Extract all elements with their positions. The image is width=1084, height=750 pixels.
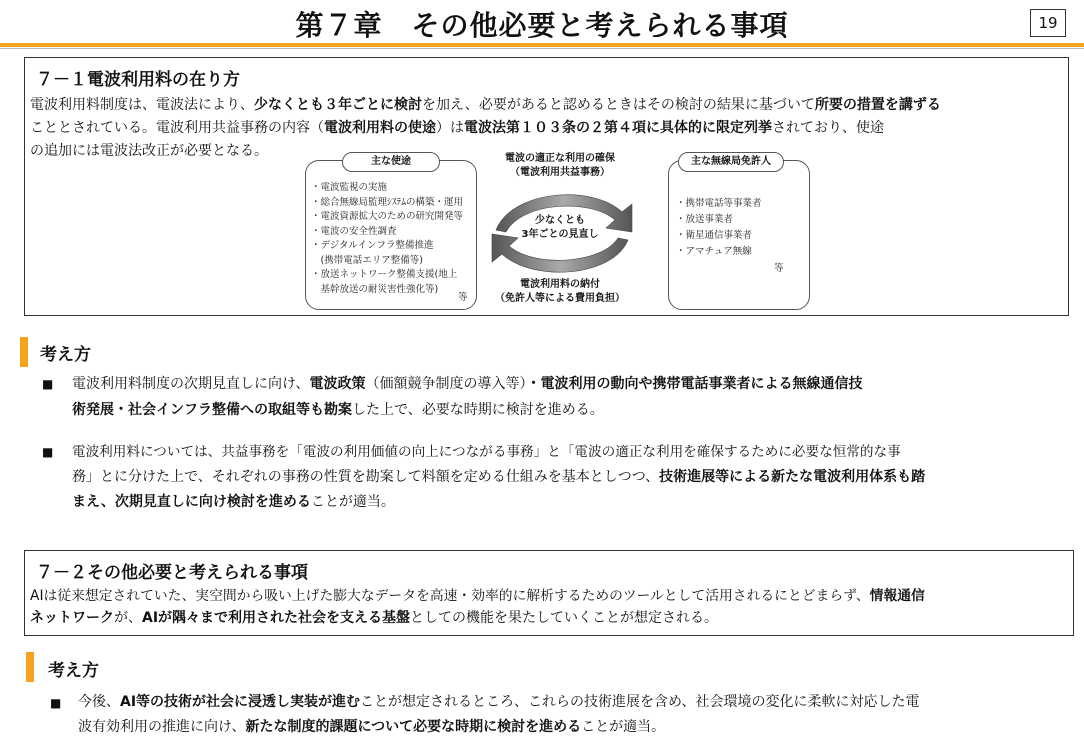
bullet-icon: ■ xyxy=(42,377,54,391)
main-uses-item: ・デジタルインフラ整備推進 xyxy=(311,240,434,251)
licensees-title: 主な無線局免許人 xyxy=(678,152,784,172)
center-label-line-1: 少なくとも xyxy=(535,215,585,226)
top-label-line-2: （電波利用共益事務） xyxy=(510,167,610,178)
bullet-icon: ■ xyxy=(42,445,54,459)
main-uses-item: (携帯電話エリア整備等) xyxy=(311,254,423,266)
section-7-2-line-1: AIは従来想定されていた、実空間から吸い上げた膨大なデータを高速・効率的に解析するためのツールとして活用されるにとどまらず、情報通信 xyxy=(30,588,925,604)
approach-heading-2: 考え方 xyxy=(48,661,99,681)
bottom-label-line-2: （免許人等による費用負担） xyxy=(495,293,625,304)
approach-1-bullet-2-line-3: まえ、次期見直しに向け検討を進めることが適当。 xyxy=(72,494,395,510)
approach-1-bullet-1-line-1: 電波利用料制度の次期見直しに向け、電波政策（価額競争制度の導入等）・電波利用の動向や携帯電話事業者による無線通信技 xyxy=(72,376,863,392)
licensees-item: ・放送事業者 xyxy=(676,214,734,225)
main-uses-item: ・電波資源拡大のための研究開発等 xyxy=(311,211,464,222)
approach-1-bullet-2-line-1: 電波利用料については、共益事務を「電波の利用価値の向上につながる事務」と「電波の適正な利用を確保するために必要な恒常的な事 xyxy=(72,444,901,460)
approach-2-bullet-1-line-2: 波有効利用の推進に向け、新たな制度的課題について必要な時期に検討を進めることが適当。 xyxy=(78,719,666,735)
page-title: 第７章 その他必要と考えられる事項 xyxy=(295,9,789,42)
main-uses-item: ・放送ネットワーク整備支援(地上 xyxy=(311,269,458,280)
licensees-item: ・衛星通信事業者 xyxy=(676,230,753,241)
licensees-item: ・アマチュア無線 xyxy=(676,246,752,257)
licensees-item: ・携帯電話等事業者 xyxy=(676,198,762,209)
section-7-2-line-2: ネットワークが、AIが隅々まで利用された社会を支える基盤としての機能を果たしていくことが想定される。 xyxy=(30,610,719,626)
main-uses-item: ・電波の安全性調査 xyxy=(311,225,397,237)
approach-heading-bar xyxy=(20,337,28,367)
section-7-1-line-1: 電波利用料制度は、電波法により、少なくとも３年ごとに検討を加え、必要があると認めるときはその検討の結果に基づいて所要の措置を講ずる xyxy=(30,97,941,113)
page-number: 19 xyxy=(1030,9,1066,37)
section-7-1-title: ７－１電波利用料の在り方 xyxy=(36,70,240,90)
main-uses-item: ・総合無線局監理ｼｽﾃﾑの構築・運用 xyxy=(311,196,464,208)
section-7-1-line-3: の追加には電波法改正が必要となる。 xyxy=(30,143,268,159)
bullet-icon: ■ xyxy=(50,696,62,710)
center-label-line-2: 3年ごとの見直し xyxy=(521,229,599,240)
main-uses-item: 基幹放送の耐災害性強化等) xyxy=(311,283,439,295)
licensees-etc: 等 xyxy=(774,263,784,274)
main-uses-etc: 等 xyxy=(458,292,468,303)
licensees-list xyxy=(676,196,762,260)
bottom-label-line-1: 電波利用料の納付 xyxy=(520,279,600,290)
section-7-1-line-2: こととされている。電波利用共益事務の内容（電波利用料の使途）は電波法第１０３条の２第４項に具体的に限定列挙されており、使途 xyxy=(30,120,884,136)
top-label-line-1: 電波の適正な利用の確保 xyxy=(505,153,615,164)
main-uses-item: ・電波監視の実施 xyxy=(311,182,388,193)
usage-diagram xyxy=(300,150,810,312)
approach-2-bullet-1-line-1: 今後、AI等の技術が社会に浸透し実装が進むことが想定されるところ、これらの技術進展を含め、社会環境の変化に柔軟に対応した電 xyxy=(78,694,920,710)
section-7-2-title: ７－２その他必要と考えられる事項 xyxy=(36,563,308,583)
header-accent-rule xyxy=(0,43,1084,47)
main-uses-title: 主な使途 xyxy=(342,152,440,172)
main-uses-list xyxy=(311,181,463,297)
header-gray-rule xyxy=(0,48,1084,49)
approach-1-bullet-2-line-2: 務」とに分けた上で、それぞれの事務の性質を勘案して料額を定める仕組みを基本としつつ、技術進展等による新たな電波利用体系も踏 xyxy=(72,469,926,485)
approach-1-bullet-1-line-2: 術発展・社会インフラ整備への取組等も勘案した上で、必要な時期に検討を進める。 xyxy=(72,402,604,418)
approach-heading-1: 考え方 xyxy=(40,345,91,365)
approach-heading-bar xyxy=(26,652,34,682)
